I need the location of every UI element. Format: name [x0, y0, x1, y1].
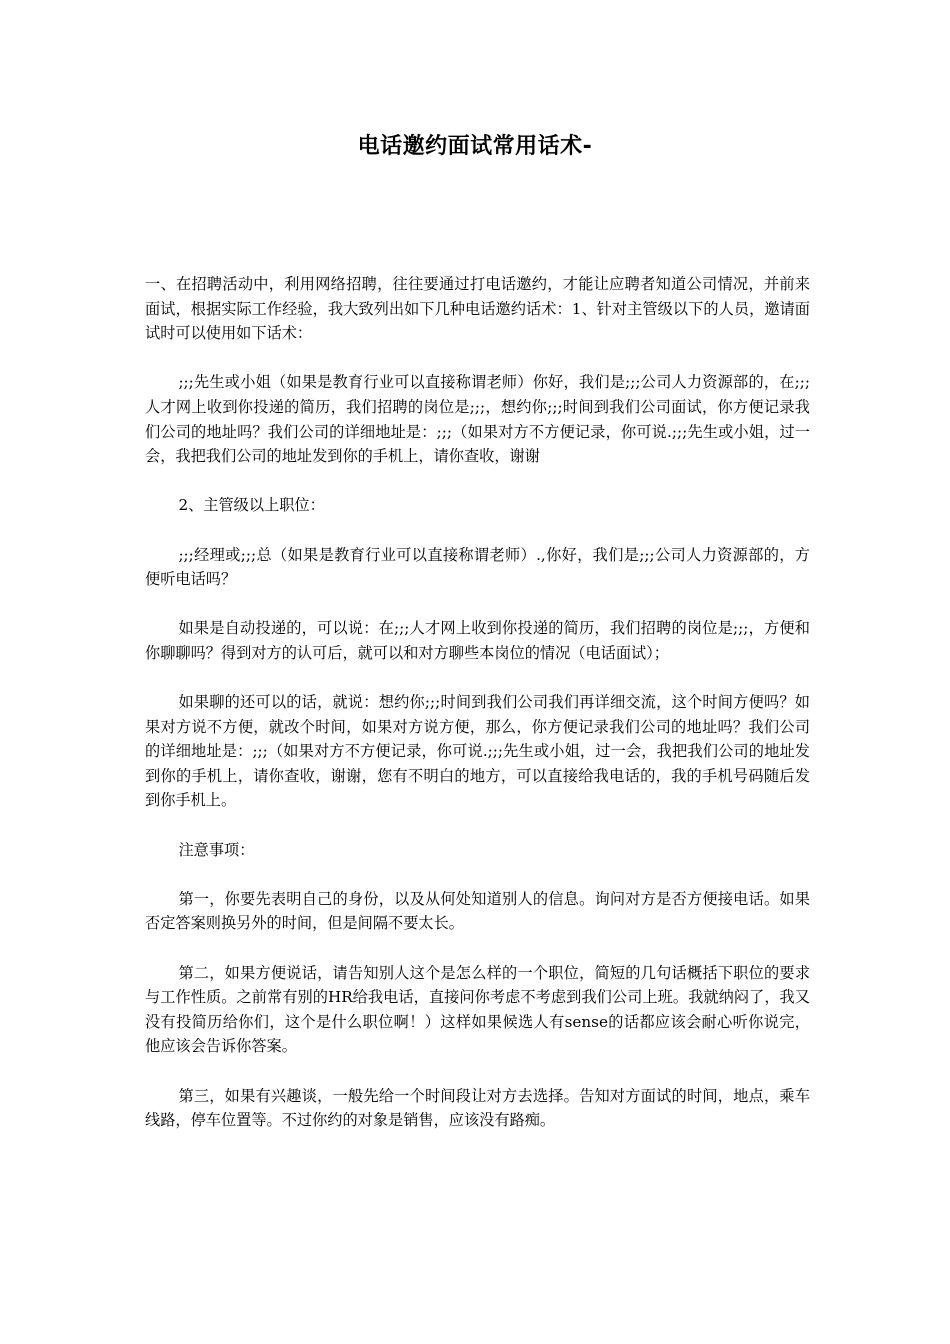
paragraph-auto-applied: 如果是自动投递的，可以说：在;;;人才网上收到你投递的简历，我们招聘的岗位是;;;，方便和你聊聊吗？得到对方的认可后，就可以和对方聊些本岗位的情况（电话面试）；: [145, 619, 810, 662]
paragraph-script-senior: ;;;经理或;;;总（如果是教育行业可以直接称谓老师）.,你好，我们是;;;公司人力资源部的，方便听电话吗？: [145, 545, 810, 589]
paragraph-follow-up: 如果聊的还可以的话，就说：想约你;;;时间到我们公司我们再详细交流，这个时间方便吗？如果对方说不方便，就改个时间，如果对方说方便，那么，你方便记录我们公司的地址吗？我们公司的详细地址是：;;;（如果对方不方便记录，你可说.;;;先生或小姐，过一会，我把我们公司的地址发到你的手机上，请你查收，谢谢，您有不明白的地方，可以直接给我电话的，我的手机号码随后发到你手机上。: [145, 693, 810, 810]
document-body: [145, 272, 810, 1157]
paragraph-note-first: 第一，你要先表明自己的身份，以及从何处知道别人的信息。询问对方是否方便接电话。如果否定答案则换另外的时间，但是间隔不要太长。: [145, 889, 810, 933]
paragraph-note-third: 第三，如果有兴趣谈，一般先给一个时间段让对方去选择。告知对方面试的时间，地点，乘车线路，停车位置等。不过你约的对象是销售，应该没有路痴。: [145, 1086, 810, 1130]
document-title: 电话邀约面试常用话术-: [357, 134, 593, 159]
paragraph-intro: 一、在招聘活动中，利用网络招聘，往往要通过打电话邀约，才能让应聘者知道公司情况，并前来面试，根据实际工作经验，我大致列出如下几种电话邀约话术：1、针对主管级以下的人员，邀请面试时可以使用如下话术：: [145, 275, 810, 343]
paragraph-script-junior: ;;;先生或小姐（如果是教育行业可以直接称谓老师）你好，我们是;;;公司人力资源部的，在;;;人才网上收到你投递的简历，我们招聘的岗位是;;;，想约你;;;时间到我们公司面试，你方便记录我们公司的地址吗？我们公司的详细地址是：;;;（如果对方不方便记录，你可说.;;;先生或小姐，过一会，我把我们公司的地址发到你的手机上，请你查收，谢谢: [145, 373, 810, 466]
paragraph-senior-heading: 2、主管级以上职位：: [178, 496, 325, 515]
paragraph-notes-heading: 注意事项：: [178, 840, 255, 859]
paragraph-note-second: 第二，如果方便说话，请告知别人这个是怎么样的一个职位，简短的几句话概括下职位的要求与工作性质。之前常有别的HR给我电话，直接问你考虑不考虑到我们公司上班。我就纳闷了，我又没有投简历给你们，这个是什么职位啊！）这样如果候选人有sense的话都应该会耐心听你说完，他应该会告诉你答案。: [145, 963, 810, 1056]
